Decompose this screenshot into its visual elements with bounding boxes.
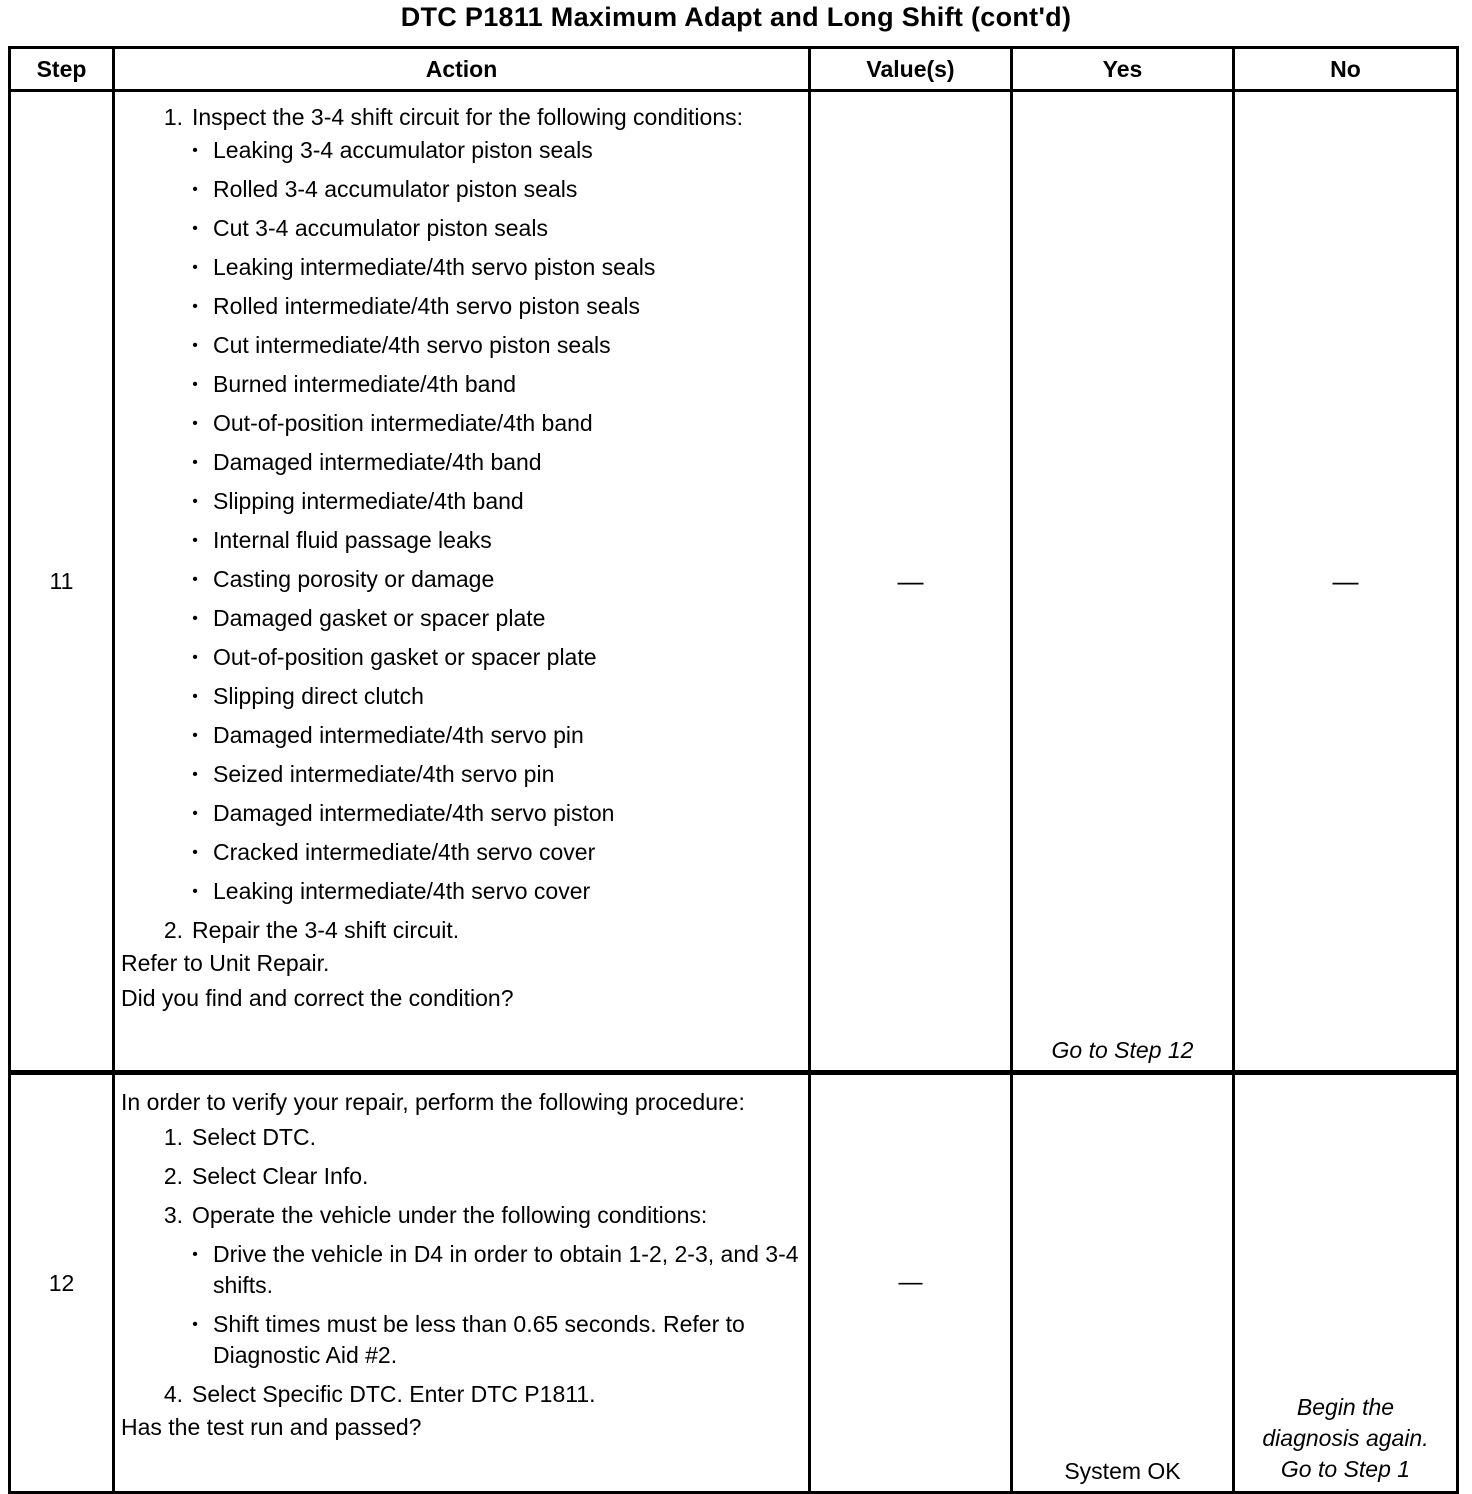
- bullet-icon: •: [192, 805, 198, 822]
- step-number: 12: [10, 1073, 114, 1493]
- bullet-icon: •: [192, 337, 198, 354]
- bullet-icon: •: [192, 493, 198, 510]
- item-text: Select DTC.: [192, 1124, 316, 1150]
- bullet-item: [121, 291, 802, 322]
- bullet-text: Drive the vehicle in D4 in order to obtain 1-2, 2-3, and 3-4 shifts.: [213, 1241, 799, 1298]
- bullet-item: [121, 798, 802, 829]
- action-cell: [114, 91, 810, 1073]
- page-title: DTC P1811 Maximum Adapt and Long Shift (cont'd): [400, 2, 1072, 32]
- bullet-text: Cracked intermediate/4th servo cover: [213, 839, 596, 865]
- bullet-icon: •: [192, 415, 198, 432]
- bullet-text: Slipping direct clutch: [213, 683, 424, 709]
- bullet-text: Slipping intermediate/4th band: [213, 488, 524, 514]
- bullet-icon: •: [192, 727, 198, 744]
- value-cell: —: [810, 1073, 1012, 1493]
- item-number: 2.: [163, 1163, 183, 1189]
- item-number: 2.: [163, 917, 183, 943]
- bullet-item: [121, 837, 802, 868]
- bullet-item: [121, 603, 802, 634]
- bullet-icon: •: [192, 1246, 198, 1263]
- yes-cell: Go to Step 12: [1012, 91, 1234, 1073]
- bullet-item: [121, 1239, 802, 1301]
- intro-text: In order to verify your repair, perform the following procedure:: [121, 1089, 745, 1115]
- bullet-icon: •: [192, 142, 198, 159]
- item-text: Inspect the 3-4 shift circuit for the following conditions:: [192, 104, 744, 130]
- bullet-text: Cut 3-4 accumulator piston seals: [213, 215, 548, 241]
- bullet-item: [121, 135, 802, 166]
- bullet-text: Casting porosity or damage: [213, 566, 495, 592]
- bullet-item: [121, 642, 802, 673]
- numbered-item: [121, 1379, 802, 1410]
- bullet-icon: •: [192, 532, 198, 549]
- bullet-item: [121, 174, 802, 205]
- question-text: Has the test run and passed?: [121, 1414, 422, 1440]
- header-step: Step: [10, 48, 114, 91]
- bullet-item: [121, 1309, 802, 1371]
- bullet-icon: •: [192, 454, 198, 471]
- bullet-text: Damaged gasket or spacer plate: [213, 605, 546, 631]
- bullet-text: Shift times must be less than 0.65 seconds. Refer to Diagnostic Aid #2.: [213, 1311, 745, 1368]
- bullet-item: [121, 213, 802, 244]
- refer-text: Refer to Unit Repair.: [121, 950, 330, 976]
- bullet-icon: •: [192, 376, 198, 393]
- numbered-item: [121, 1122, 802, 1153]
- bullet-item: [121, 408, 802, 439]
- bullet-icon: •: [192, 688, 198, 705]
- no-cell: [1234, 1073, 1458, 1493]
- bullet-text: Damaged intermediate/4th servo piston: [213, 800, 615, 826]
- no-cell: —: [1234, 91, 1458, 1073]
- bullet-list: [121, 135, 802, 907]
- bullet-icon: •: [192, 220, 198, 237]
- bullet-icon: •: [192, 259, 198, 276]
- bullet-text: Leaking intermediate/4th servo piston seals: [213, 254, 656, 280]
- bullet-item: [121, 447, 802, 478]
- no-text-line: Begin the: [1296, 1394, 1395, 1420]
- bullet-icon: •: [192, 298, 198, 315]
- bullet-item: [121, 876, 802, 907]
- bullet-text: Internal fluid passage leaks: [213, 527, 492, 553]
- header-values: Value(s): [810, 48, 1012, 91]
- item-number: 1.: [163, 1124, 183, 1150]
- yes-cell: System OK: [1012, 1073, 1234, 1493]
- bullet-item: [121, 681, 802, 712]
- bullet-text: Seized intermediate/4th servo pin: [213, 761, 555, 787]
- numbered-item: [121, 1200, 802, 1231]
- diagnostic-table: [8, 46, 1459, 1494]
- bullet-icon: •: [192, 610, 198, 627]
- step-number: 11: [10, 91, 114, 1073]
- bullet-icon: •: [192, 649, 198, 666]
- bullet-text: Burned intermediate/4th band: [213, 371, 517, 397]
- bullet-text: Leaking intermediate/4th servo cover: [213, 878, 591, 904]
- bullet-icon: •: [192, 883, 198, 900]
- bullet-text: Out-of-position gasket or spacer plate: [213, 644, 597, 670]
- bullet-icon: •: [192, 181, 198, 198]
- bullet-item: [121, 330, 802, 361]
- item-text: Operate the vehicle under the following conditions:: [192, 1202, 708, 1228]
- bullet-item: [121, 759, 802, 790]
- action-cell: [114, 1073, 810, 1493]
- no-text-line: Go to Step 1: [1280, 1456, 1411, 1482]
- numbered-item: [121, 1161, 802, 1192]
- table-row-step-11: [10, 91, 1458, 1073]
- item-text: Select Clear Info.: [192, 1163, 369, 1189]
- bullet-text: Rolled intermediate/4th servo piston seals: [213, 293, 641, 319]
- item-number: 4.: [163, 1381, 183, 1407]
- header-yes: Yes: [1012, 48, 1234, 91]
- item-number: 1.: [163, 104, 183, 130]
- bullet-list: [121, 1239, 802, 1371]
- bullet-text: Rolled 3-4 accumulator piston seals: [213, 176, 578, 202]
- bullet-text: Out-of-position intermediate/4th band: [213, 410, 593, 436]
- numbered-item: [121, 915, 802, 946]
- bullet-text: Leaking 3-4 accumulator piston seals: [213, 137, 593, 163]
- table-row-step-12: [10, 1073, 1458, 1493]
- bullet-item: [121, 369, 802, 400]
- bullet-icon: •: [192, 844, 198, 861]
- item-number: 3.: [163, 1202, 183, 1228]
- value-cell: —: [810, 91, 1012, 1073]
- bullet-item: [121, 720, 802, 751]
- header-row: [10, 48, 1458, 91]
- bullet-text: Damaged intermediate/4th band: [213, 449, 542, 475]
- bullet-item: [121, 564, 802, 595]
- bullet-icon: •: [192, 571, 198, 588]
- question-text: Did you find and correct the condition?: [121, 985, 514, 1011]
- item-text: Select Specific DTC. Enter DTC P1811.: [192, 1381, 596, 1407]
- bullet-item: [121, 252, 802, 283]
- header-no: No: [1234, 48, 1458, 91]
- bullet-icon: •: [192, 1316, 198, 1333]
- bullet-text: Damaged intermediate/4th servo pin: [213, 722, 584, 748]
- item-text: Repair the 3-4 shift circuit.: [192, 917, 460, 943]
- bullet-icon: •: [192, 766, 198, 783]
- numbered-item: [121, 102, 802, 133]
- header-action: Action: [114, 48, 810, 91]
- bullet-text: Cut intermediate/4th servo piston seals: [213, 332, 611, 358]
- no-text-line: diagnosis again.: [1262, 1425, 1429, 1451]
- bullet-item: [121, 525, 802, 556]
- bullet-item: [121, 486, 802, 517]
